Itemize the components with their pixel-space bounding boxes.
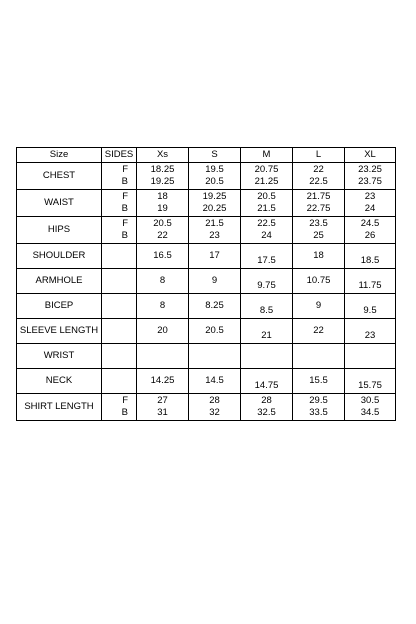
- value: 14.75: [254, 380, 279, 392]
- value-f: 27: [157, 395, 168, 406]
- row-label: HIPS: [17, 217, 102, 244]
- side-f: F: [122, 218, 128, 229]
- table-row-shirt-length: [17, 394, 396, 421]
- row-label: NECK: [17, 369, 102, 394]
- table-row-sleeve-length: [17, 319, 396, 344]
- value-cell-m: [241, 163, 293, 190]
- value-cell-l: [293, 163, 345, 190]
- value: 8: [159, 299, 166, 311]
- value-f: 19.5: [205, 164, 224, 175]
- value-cell-m: [241, 344, 293, 369]
- value-cell-s: [189, 294, 241, 319]
- value-cell-l: [293, 294, 345, 319]
- side-f: F: [122, 164, 128, 175]
- value-cell-s: [189, 319, 241, 344]
- row-label: WRIST: [17, 344, 102, 369]
- value-b: 32.5: [257, 407, 276, 418]
- table-row-waist: [17, 190, 396, 217]
- value-cell-xs: [137, 344, 189, 369]
- table-row-chest: [17, 163, 396, 190]
- header-sides: SIDES: [102, 148, 137, 163]
- side-b: B: [121, 176, 128, 187]
- table-row-shoulder: [17, 244, 396, 269]
- value-b: 23: [209, 230, 220, 241]
- value-b: 24: [261, 230, 272, 241]
- value-f: 18.25: [150, 164, 175, 175]
- value-cell-xl: [345, 244, 396, 269]
- row-label: SHIRT LENGTH: [17, 394, 102, 421]
- value-f: 20.5: [257, 191, 276, 202]
- value-cell-xs: [137, 319, 189, 344]
- value-cell-xs: [137, 190, 189, 217]
- value-cell-l: [293, 344, 345, 369]
- value: 10.75: [306, 274, 331, 286]
- value-b: 22: [157, 230, 168, 241]
- sides-cell: [102, 269, 137, 294]
- value-cell-m: [241, 244, 293, 269]
- value: 9.75: [257, 280, 276, 292]
- value-cell-m: [241, 369, 293, 394]
- side-f: F: [122, 191, 128, 202]
- value-cell-l: [293, 394, 345, 421]
- value: 8.25: [205, 299, 224, 311]
- value-cell-s: [189, 344, 241, 369]
- table-row-wrist: [17, 344, 396, 369]
- value-cell-xl: [345, 269, 396, 294]
- value-f: 24.5: [360, 218, 380, 229]
- value-b: 22.5: [309, 176, 328, 187]
- value-f: 28: [209, 395, 220, 406]
- header-size-xs: Xs: [137, 148, 189, 163]
- header-row: [17, 148, 396, 163]
- value-cell-xs: [137, 294, 189, 319]
- value-cell-l: [293, 319, 345, 344]
- value: 18: [313, 249, 324, 261]
- sides-cell: [102, 369, 137, 394]
- value-cell-m: [241, 394, 293, 421]
- value-cell-xl: [345, 319, 396, 344]
- side-b: B: [121, 230, 128, 241]
- value-cell-l: [293, 217, 345, 244]
- value-cell-s: [189, 269, 241, 294]
- table-row-armhole: [17, 269, 396, 294]
- value-cell-s: [189, 394, 241, 421]
- value-cell-xl: [345, 217, 396, 244]
- value-cell-xs: [137, 244, 189, 269]
- value-cell-xs: [137, 217, 189, 244]
- value-f: 21.75: [306, 191, 331, 202]
- row-label: BICEP: [17, 294, 102, 319]
- value-cell-xl: [345, 369, 396, 394]
- value-cell-xs: [137, 394, 189, 421]
- row-label: ARMHOLE: [17, 269, 102, 294]
- table-row-bicep: [17, 294, 396, 319]
- header-size-m: M: [241, 148, 293, 163]
- value: 17: [209, 249, 220, 261]
- value-cell-xl: [345, 344, 396, 369]
- value-f: 22.5: [257, 218, 276, 229]
- value-f: 23.5: [309, 218, 328, 229]
- value: 21: [261, 330, 272, 342]
- value-cell-m: [241, 190, 293, 217]
- sides-cell: [102, 190, 137, 217]
- size-chart-table: [16, 147, 396, 421]
- value-b: 24: [364, 203, 376, 214]
- value-b: 19: [157, 203, 168, 214]
- value-cell-m: [241, 294, 293, 319]
- value: 14.5: [205, 374, 224, 386]
- value-f: 21.5: [205, 218, 224, 229]
- value: 20: [157, 324, 168, 336]
- value: 17.5: [257, 255, 276, 267]
- value-b: 33.5: [309, 407, 328, 418]
- value: 8: [159, 274, 166, 286]
- value-f: 19.25: [202, 191, 227, 202]
- sides-cell: [102, 319, 137, 344]
- value: 9: [315, 299, 322, 311]
- sides-cell: [102, 217, 137, 244]
- value: [293, 344, 344, 368]
- value-cell-xs: [137, 369, 189, 394]
- row-label: SLEEVE LENGTH: [17, 319, 102, 344]
- value-cell-l: [293, 269, 345, 294]
- value-cell-l: [293, 190, 345, 217]
- value-f: 30.5: [360, 395, 380, 406]
- value-cell-s: [189, 217, 241, 244]
- value-cell-s: [189, 190, 241, 217]
- value-cell-l: [293, 369, 345, 394]
- sides-cell: [102, 163, 137, 190]
- value-cell-m: [241, 319, 293, 344]
- value-cell-xl: [345, 163, 396, 190]
- value-f: 22: [313, 164, 324, 175]
- value-cell-xs: [137, 163, 189, 190]
- value-b: 34.5: [360, 407, 380, 418]
- value-cell-xl: [345, 394, 396, 421]
- value-f: 28: [261, 395, 272, 406]
- table-row-hips: [17, 217, 396, 244]
- row-label: CHEST: [17, 163, 102, 190]
- sides-cell: [102, 244, 137, 269]
- value: 18.5: [360, 255, 380, 267]
- value: 14.25: [150, 374, 175, 386]
- row-label: SHOULDER: [17, 244, 102, 269]
- value-b: 26: [364, 230, 376, 241]
- value-cell-s: [189, 369, 241, 394]
- header-size-l: L: [293, 148, 345, 163]
- value: 16.5: [153, 249, 172, 261]
- value-b: 23.75: [358, 176, 382, 187]
- sides-cell: [102, 344, 137, 369]
- table-row-neck: [17, 369, 396, 394]
- value-b: 21.25: [254, 176, 279, 187]
- row-label: WAIST: [17, 190, 102, 217]
- side-b: B: [121, 407, 128, 418]
- value-cell-xl: [345, 190, 396, 217]
- value-f: 29.5: [309, 395, 328, 406]
- value-cell-s: [189, 163, 241, 190]
- value-cell-m: [241, 269, 293, 294]
- value-b: 32: [209, 407, 220, 418]
- value-b: 31: [157, 407, 168, 418]
- value: 9: [211, 274, 218, 286]
- value-cell-m: [241, 217, 293, 244]
- value-b: 20.25: [202, 203, 227, 214]
- value-b: 19.25: [150, 176, 175, 187]
- header-size: Size: [17, 148, 102, 163]
- value: [345, 343, 395, 370]
- value-b: 20.5: [205, 176, 224, 187]
- value: 8.5: [259, 305, 274, 317]
- value-f: 18: [157, 191, 168, 202]
- header-size-xl: XL: [345, 148, 396, 163]
- value-f: 23.25: [358, 164, 382, 175]
- value-cell-l: [293, 244, 345, 269]
- value: [189, 344, 240, 368]
- value-f: 20.5: [153, 218, 172, 229]
- value-cell-s: [189, 244, 241, 269]
- value: 15.5: [309, 374, 328, 386]
- value: 15.75: [358, 380, 382, 392]
- header-size-s: S: [189, 148, 241, 163]
- value: [241, 343, 292, 370]
- value-cell-xl: [345, 294, 396, 319]
- value-b: 22.75: [306, 203, 331, 214]
- side-f: F: [122, 395, 128, 406]
- value: 23: [364, 330, 376, 342]
- side-b: B: [121, 203, 128, 214]
- table-body: [17, 163, 396, 421]
- value: 22: [313, 324, 324, 336]
- value-f: 20.75: [254, 164, 279, 175]
- value: 20.5: [205, 324, 224, 336]
- value: 11.75: [358, 280, 382, 292]
- value-b: 21.5: [257, 203, 276, 214]
- sides-cell: [102, 394, 137, 421]
- value: [137, 344, 188, 368]
- value-b: 25: [313, 230, 324, 241]
- value-f: 23: [364, 191, 376, 202]
- value-cell-xs: [137, 269, 189, 294]
- sides-cell: [102, 294, 137, 319]
- value: 9.5: [363, 305, 377, 317]
